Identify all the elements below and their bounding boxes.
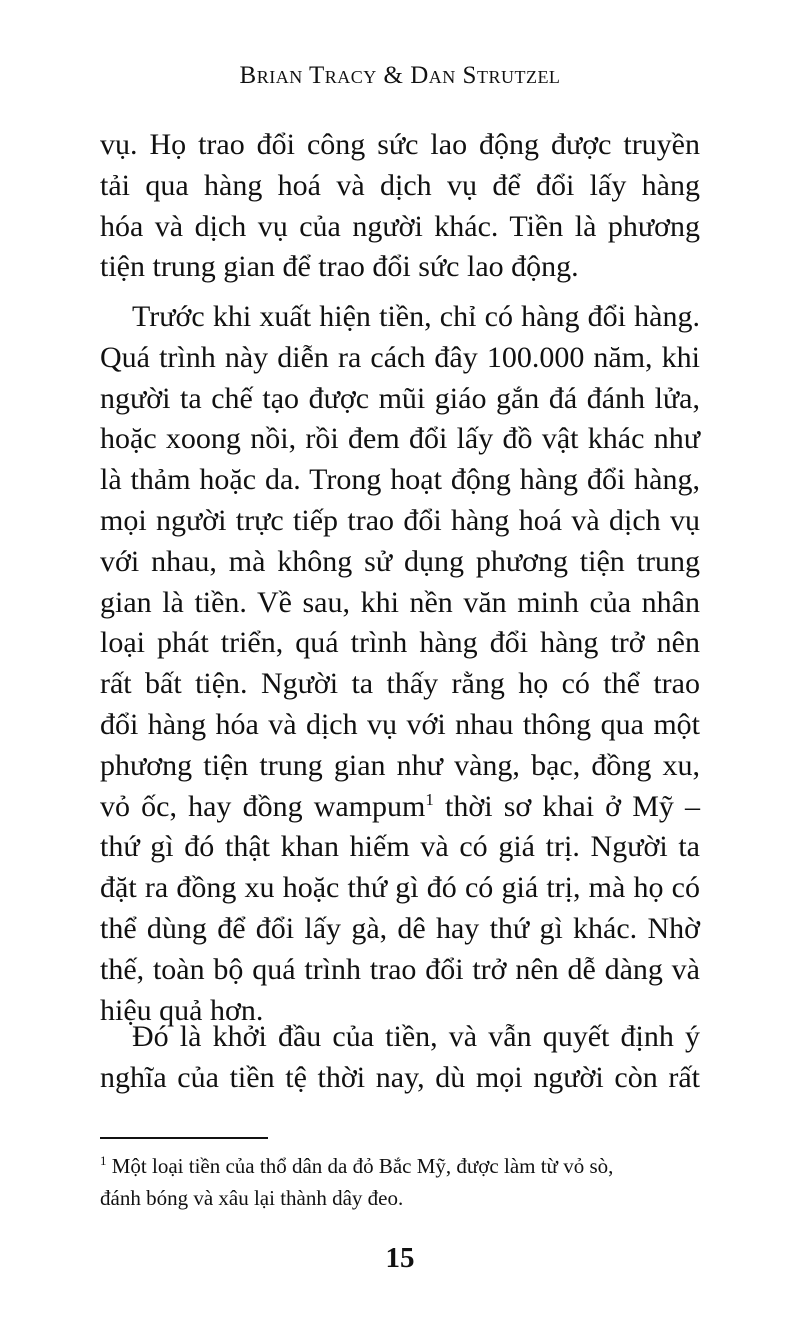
text-line: rất bất tiện. Người ta thấy rằng họ có thể trao (100, 667, 700, 701)
text-line: thứ gì đó thật khan hiếm và có giá trị. Người ta (100, 830, 700, 864)
text-line: thể dùng để đổi lấy gà, dê hay thứ gì khác. Nhờ (100, 911, 700, 945)
text-line: đặt ra đồng xu hoặc thứ gì đó có giá trị, mà họ có (100, 871, 700, 905)
text-line: thế, toàn bộ quá trình trao đổi trở nên dễ dàng và (100, 952, 700, 986)
text-line: mọi người trực tiếp trao đổi hàng hoá và dịch vụ (100, 503, 700, 537)
text-line: đổi hàng hóa và dịch vụ với nhau thông qua một (100, 707, 700, 741)
text-line: Trước khi xuất hiện tiền, chỉ có hàng đổi hàng. (132, 300, 700, 333)
footnote-text: Một loại tiền của thổ dân da đỏ Bắc Mỹ, được làm từ vỏ sò, (106, 1154, 614, 1178)
text-fragment: thời sơ khai ở Mỹ – (433, 789, 701, 823)
text-line: nghĩa của tiền tệ thời nay, dù mọi người còn rất (100, 1060, 700, 1094)
text-line: với nhau, mà không sử dụng phương tiện trung (100, 544, 700, 578)
text-line: gian là tiền. Về sau, khi nền văn minh của nhân (100, 585, 700, 619)
running-head: Brian Tracy & Dan Strutzel (239, 62, 561, 89)
text-line: tải qua hàng hoá và dịch vụ để đổi lấy hàng (100, 168, 700, 202)
text-line: là thảm hoặc da. Trong hoạt động hàng đổi hàng, (100, 463, 700, 497)
paragraph-3 (100, 1017, 700, 1099)
footnote-marker: 1 (100, 1153, 107, 1168)
paragraph-1 (100, 125, 700, 288)
text-line: hiệu quả hơn. (100, 993, 264, 1027)
text-line: Quá trình này diễn ra cách đây 100.000 năm, khi (100, 340, 700, 374)
text-line: loại phát triển, quá trình hàng đổi hàng trở nên (100, 626, 700, 660)
footnote-marker: 1 (425, 789, 434, 809)
page-number: 15 (385, 1242, 415, 1274)
text-line: người ta chế tạo được mũi giáo gắn đá đánh lửa, (100, 381, 700, 415)
footnote-line (100, 1150, 700, 1182)
footnote-divider (100, 1137, 268, 1139)
text-line: hóa và dịch vụ của người khác. Tiền là phương (100, 209, 700, 243)
text-line-with-footnote (100, 787, 700, 828)
paragraph-2 (100, 297, 700, 1031)
text-line: vụ. Họ trao đổi công sức lao động được truyền (100, 128, 700, 161)
text-line: tiện trung gian để trao đổi sức lao động. (100, 250, 579, 284)
text-line: hoặc xoong nồi, rồi đem đổi lấy đồ vật khác như (100, 422, 700, 456)
footnote (100, 1150, 700, 1214)
text-line: Đó là khởi đầu của tiền, và vẫn quyết định ý (132, 1020, 700, 1053)
text-line: phương tiện trung gian như vàng, bạc, đồng xu, (100, 748, 700, 782)
footnote-line: đánh bóng và xâu lại thành dây đeo. (100, 1186, 404, 1210)
text-fragment: vỏ ốc, hay đồng wampum (100, 789, 426, 823)
